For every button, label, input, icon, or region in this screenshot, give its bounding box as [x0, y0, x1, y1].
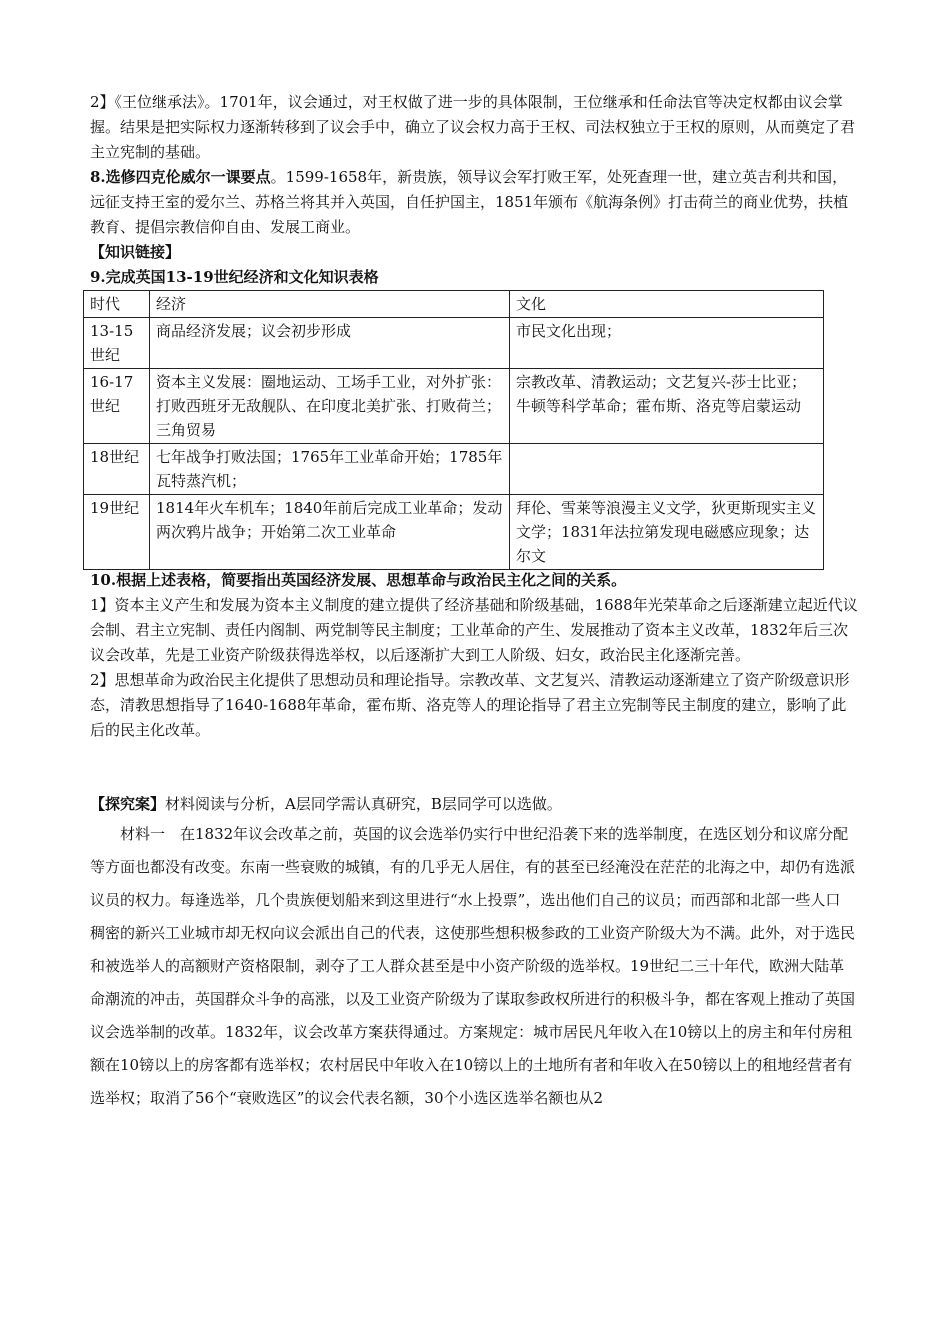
item-8-title: 8.选修四克伦威尔一课要点 — [90, 168, 271, 186]
answer-2: 2】思想革命为政治民主化提供了思想动员和理论指导。宗教改革、文艺复兴、清教运动逐渐建立了资产阶级意识形态，清教思想指导了1640-1688年革命，霍布斯、洛克等人的理论指导了君主立宪制等民主制度的建立，影响了此后的民主化改革。 — [90, 671, 850, 739]
question-10-section — [90, 568, 860, 743]
header-economy: 经济 — [150, 291, 510, 318]
explore-heading: 【探究案】 — [90, 795, 166, 813]
intro-section — [90, 90, 860, 290]
table-cell — [510, 444, 824, 495]
table-cell: 13-15世纪 — [84, 318, 150, 369]
table-cell: 七年战争打败法国；1765年工业革命开始；1785年瓦特蒸汽机； — [150, 444, 510, 495]
table-cell: 宗教改革、清教运动；文艺复兴-莎士比亚；牛顿等科学革命；霍布斯、洛克等启蒙运动 — [510, 369, 824, 444]
item-9-title: 9.完成英国13-19世纪经济和文化知识表格 — [90, 268, 379, 286]
table-cell: 18世纪 — [84, 444, 150, 495]
explore-intro-text: 材料阅读与分析，A层同学需认真研究，B层同学可以选做。 — [165, 795, 562, 813]
table-cell: 19世纪 — [84, 495, 150, 570]
item-8 — [90, 165, 860, 240]
paragraph-succession-act: 2】《王位继承法》。1701年，议会通过，对王权做了进一步的具体限制，王位继承和任命法官等决定权都由议会掌握。结果是把实际权力逐渐转移到了议会手中，确立了议会权力高于王权、司法权独立于王权的原则，从而奠定了君主立宪制的基础。 — [90, 93, 856, 161]
item-8-text: 。1599-1658年，新贵族，领导议会军打败王军，处死查理一世，建立英吉利共和国，远征支持王室的爱尔兰、苏格兰将其并入英国，自任护国主，1851年颁布《航海条例》打击荷兰的商业优势，扶植教育、提倡宗教信仰自由、发展工商业。 — [90, 168, 849, 236]
question-10-title: 10.根据上述表格，简要指出英国经济发展、思想革命与政治民主化之间的关系。 — [90, 571, 627, 589]
table-header-row — [84, 291, 824, 318]
table-cell: 1814年火车机车；1840年前后完成工业革命；发动两次鸦片战争；开始第二次工业革命 — [150, 495, 510, 570]
table-row — [84, 369, 824, 444]
knowledge-table — [83, 290, 824, 570]
material-1 — [90, 818, 855, 1115]
header-culture: 文化 — [510, 291, 824, 318]
table-cell: 市民文化出现； — [510, 318, 824, 369]
explore-intro — [90, 792, 860, 817]
table-row — [84, 444, 824, 495]
knowledge-link-heading: 【知识链接】 — [90, 243, 181, 261]
table-cell: 资本主义发展：圈地运动、工场手工业，对外扩张：打败西班牙无敌舰队、在印度北美扩张、打败荷兰；三角贸易 — [150, 369, 510, 444]
table-row — [84, 495, 824, 570]
table-cell: 商品经济发展；议会初步形成 — [150, 318, 510, 369]
table-cell: 拜伦、雪莱等浪漫主义文学，狄更斯现实主义文学；1831年法拉第发现电磁感应现象；达尔文 — [510, 495, 824, 570]
table-row — [84, 318, 824, 369]
header-era: 时代 — [84, 291, 150, 318]
table-cell: 16-17世纪 — [84, 369, 150, 444]
material-1-text: 材料一 在1832年议会改革之前，英国的议会选举仍实行中世纪沿袭下来的选举制度，在选区划分和议席分配等方面也都没有改变。东南一些衰败的城镇，有的几乎无人居住，有的甚至已经淹没在茫茫的北海之中，却仍有选派议员的权力。每逢选举，几个贵族便划船来到这里进行“水上投票”，选出他们自己的议员；而西部和北部一些人口稠密的新兴工业城市却无权向议会派出自己的代表，这使那些想积极参政的工业资产阶级大为不满。此外，对于选民和被选举人的高额财产资格限制，剥夺了工人群众甚至是中小资产阶级的选举权。19世纪二三十年代，欧洲大陆革命潮流的冲击，英国群众斗争的高涨，以及工业资产阶级为了谋取参政权所进行的积极斗争，都在客观上推动了英国议会选举制的改革。1832年，议会改革方案获得通过。方案规定：城市居民凡年收入在10镑以上的房主和年付房租额在10镑以上的房客都有选举权；农村居民中年收入在10镑以上的土地所有者和年收入在50镑以上的租地经营者有选举权；取消了56个“衰败选区”的议会代表名额，30个小选区选举名额也从2 — [90, 825, 856, 1107]
answer-1: 1】资本主义产生和发展为资本主义制度的建立提供了经济基础和阶级基础，1688年光荣革命之后逐渐建立起近代议会制、君主立宪制、责任内阁制、两党制等民主制度；工业革命的产生、发展推动了资本主义改革，1832年后三次议会改革，先是工业资产阶级获得选举权，以后逐渐扩大到工人阶级、妇女，政治民主化逐渐完善。 — [90, 596, 858, 664]
